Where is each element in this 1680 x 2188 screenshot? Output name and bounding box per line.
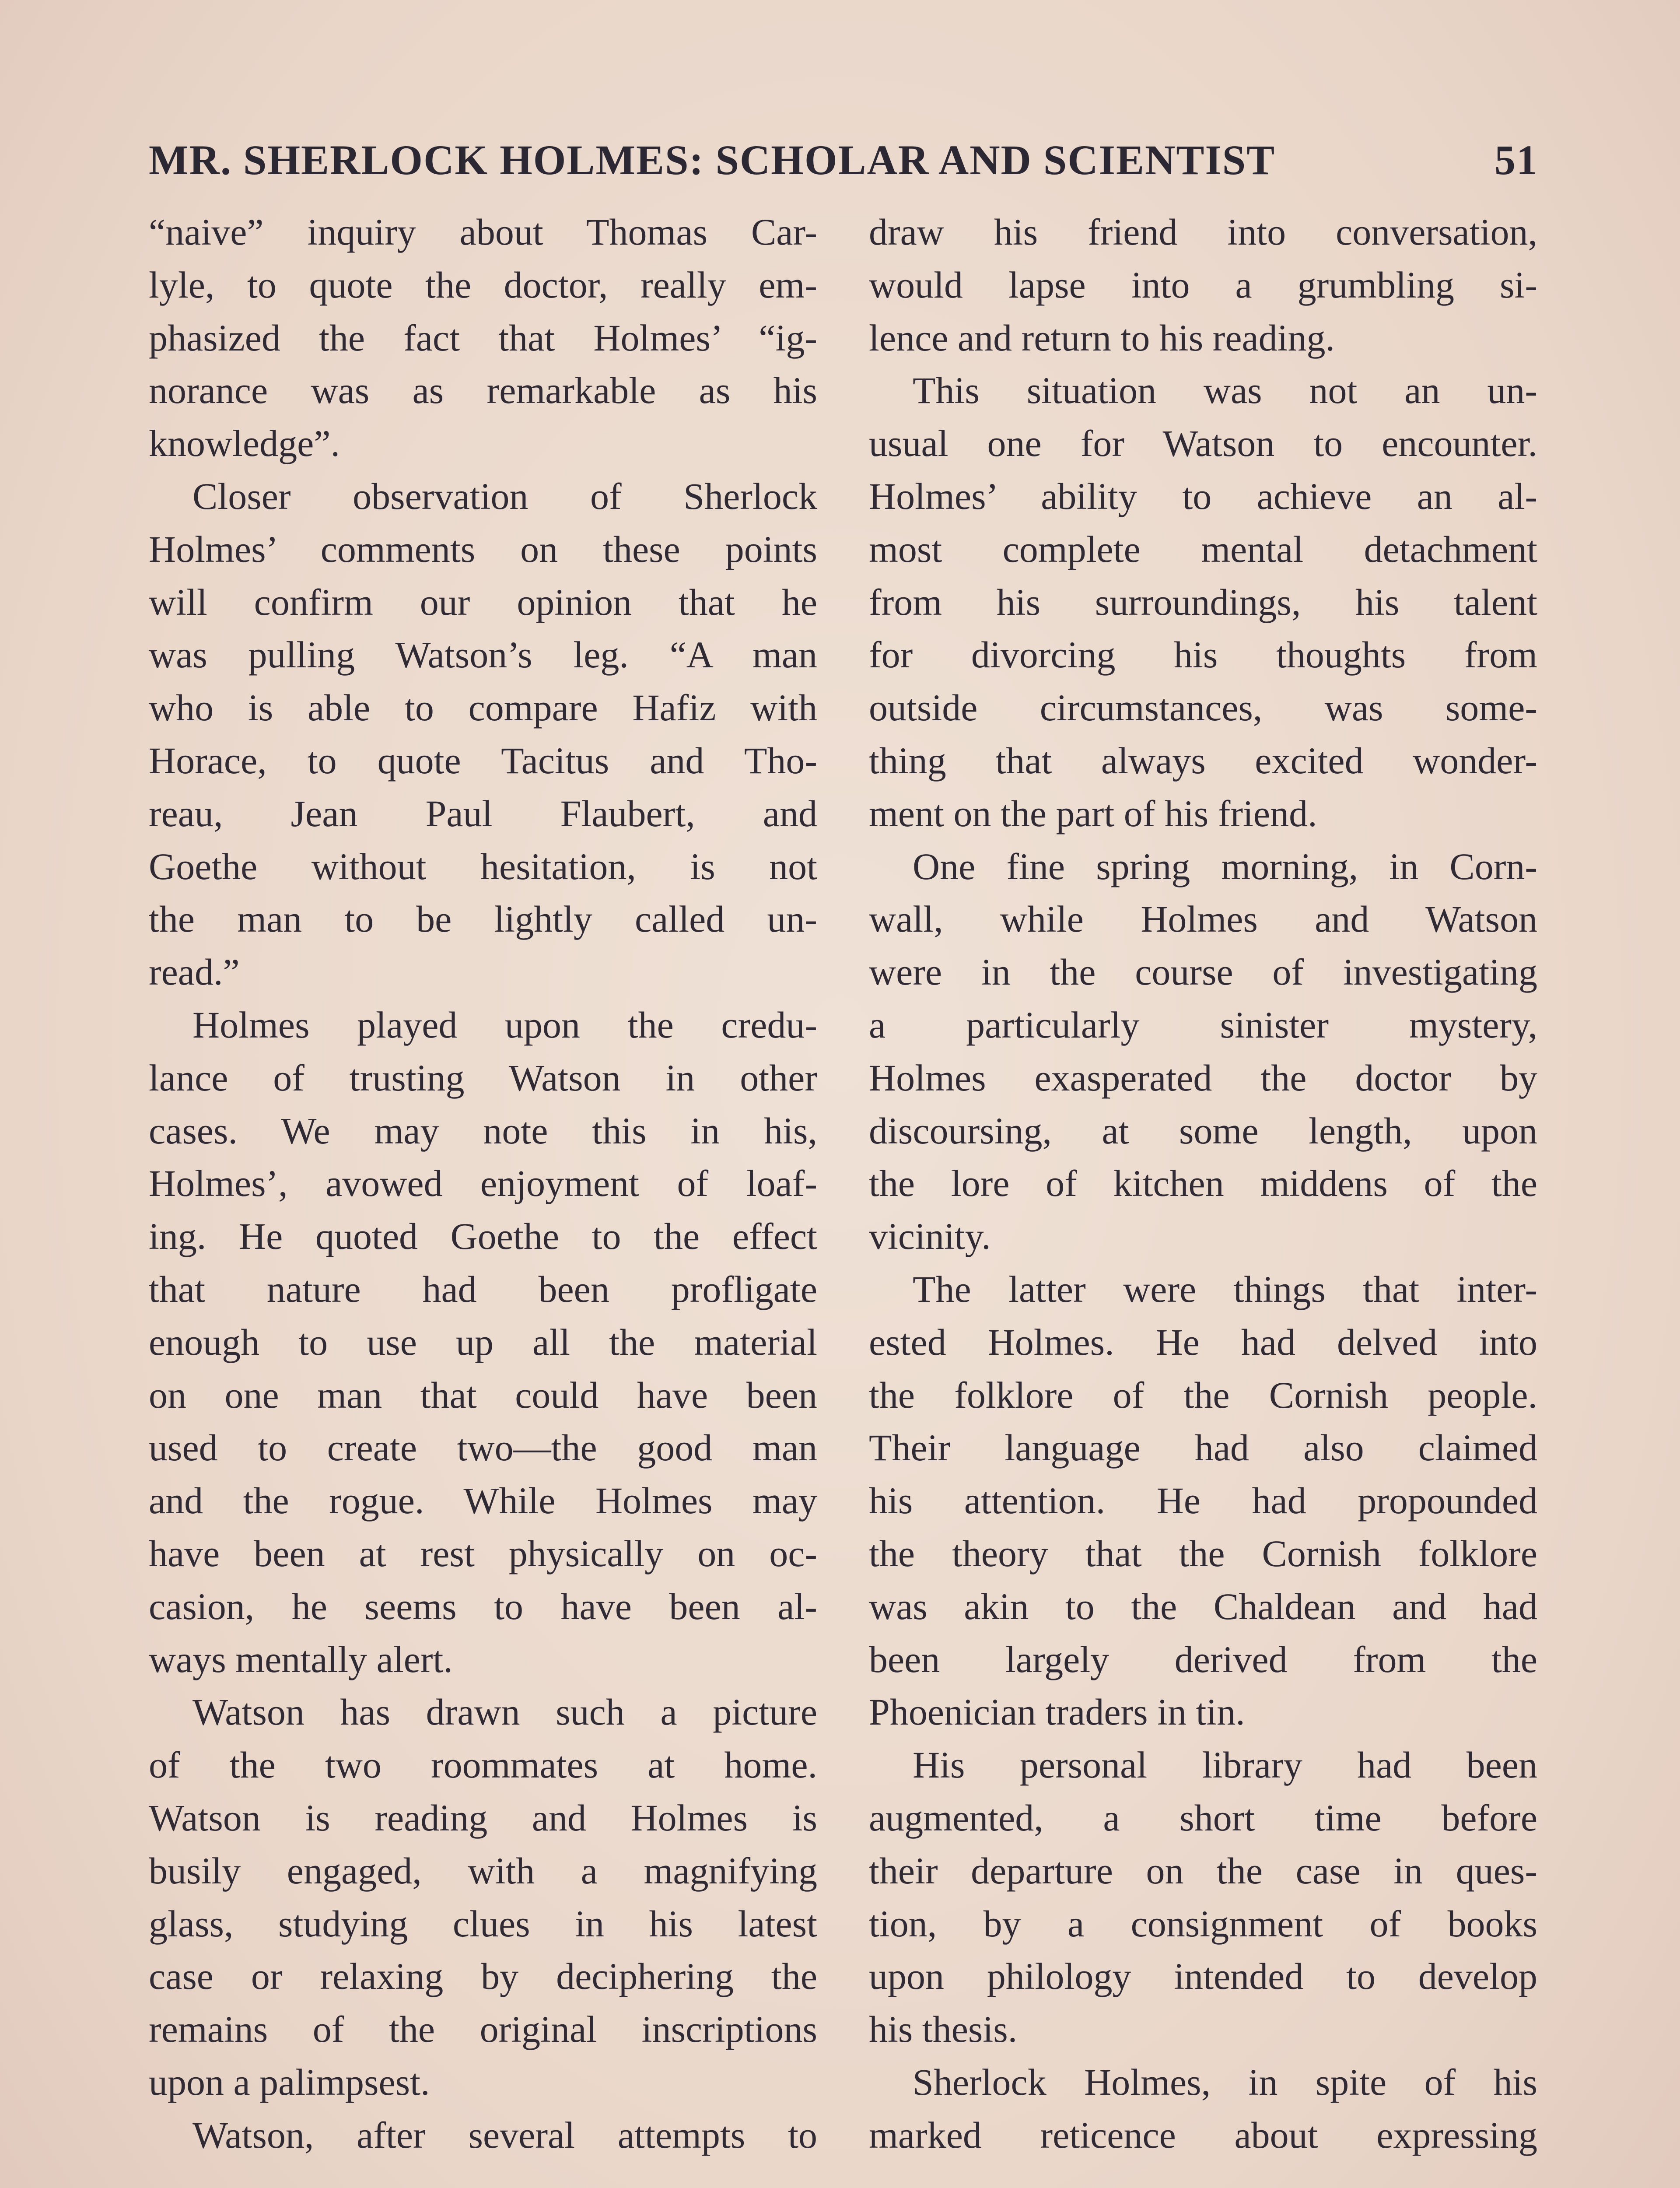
- text-line: their departure on the case in ques-: [869, 1849, 1537, 1892]
- text-line: ested Holmes. He had delved into: [869, 1321, 1537, 1363]
- text-line: Phoenician traders in tin.: [869, 1691, 1245, 1733]
- text-line: norance was as remarkable as his: [149, 369, 817, 412]
- text-line: casion, he seems to have been al-: [149, 1585, 817, 1627]
- text-line: phasized the fact that Holmes’ “ig-: [149, 316, 817, 359]
- text-line: Goethe without hesitation, is not: [149, 845, 817, 887]
- text-line: remains of the original inscriptions: [149, 2008, 817, 2051]
- text-line: upon a palimpsest.: [149, 2061, 430, 2103]
- text-line: were in the course of investigating: [869, 951, 1537, 993]
- text-line: that nature had been profligate: [149, 1268, 817, 1310]
- text-line: discoursing, at some length, upon: [869, 1109, 1537, 1152]
- text-line: Their language had also claimed: [869, 1427, 1537, 1469]
- text-line: Holmes’, avowed enjoyment of loaf-: [149, 1162, 817, 1205]
- text-line: This situation was not an un-: [913, 369, 1537, 412]
- text-line: would lapse into a grumbling si-: [869, 263, 1537, 306]
- running-title: MR. SHERLOCK HOLMES: SCHOLAR AND SCIENTIST: [149, 136, 1276, 183]
- paragraph: [869, 364, 1537, 840]
- text-line: Holmes played upon the credu-: [192, 1003, 817, 1046]
- text-line: wall, while Holmes and Watson: [869, 898, 1537, 940]
- text-line: his attention. He had propounded: [869, 1480, 1537, 1522]
- text-line: ways mentally alert.: [149, 1638, 453, 1680]
- text-line: busily engaged, with a magnifying: [149, 1849, 817, 1892]
- text-line: draw his friend into conversation,: [869, 211, 1537, 253]
- text-line: usual one for Watson to encounter.: [869, 422, 1537, 465]
- text-line: ment on the part of his friend.: [869, 792, 1317, 835]
- text-line: Holmes exasperated the doctor by: [869, 1056, 1537, 1099]
- paragraph: [869, 1739, 1537, 2056]
- right-text-column: [869, 206, 1537, 2161]
- text-line: knowledge”.: [149, 422, 340, 465]
- paragraph: [149, 2109, 817, 2162]
- text-line: read.”: [149, 951, 240, 993]
- text-line: Watson is reading and Holmes is: [149, 1796, 817, 1839]
- text-line: ing. He quoted Goethe to the effect: [149, 1215, 817, 1258]
- text-line: lance of trusting Watson in other: [149, 1056, 817, 1099]
- paragraph: [149, 1686, 817, 2108]
- paragraph: [149, 999, 817, 1686]
- text-line: augmented, a short time before: [869, 1796, 1537, 1839]
- text-line: marked reticence about expressing: [869, 2114, 1537, 2156]
- text-line: Sherlock Holmes, in spite of his: [913, 2061, 1537, 2103]
- text-line: of the two roommates at home.: [149, 1744, 817, 1786]
- text-line: from his surroundings, his talent: [869, 581, 1537, 623]
- text-line: His personal library had been: [913, 1744, 1537, 1786]
- text-line: “naive” inquiry about Thomas Car-: [149, 211, 817, 253]
- paragraph: [869, 2056, 1537, 2162]
- paragraph: [869, 206, 1537, 364]
- text-line: tion, by a consignment of books: [869, 1902, 1537, 1945]
- text-line: been largely derived from the: [869, 1638, 1537, 1680]
- text-line: on one man that could have been: [149, 1374, 817, 1416]
- text-line: thing that always excited wonder-: [869, 739, 1537, 782]
- text-line: The latter were things that inter-: [913, 1268, 1537, 1310]
- text-line: reau, Jean Paul Flaubert, and: [149, 792, 817, 835]
- text-line: have been at rest physically on oc-: [149, 1532, 817, 1574]
- text-line: the lore of kitchen middens of the: [869, 1162, 1537, 1205]
- text-line: One fine spring morning, in Corn-: [913, 845, 1537, 887]
- text-line: used to create two—the good man: [149, 1427, 817, 1469]
- paragraph: [149, 470, 817, 999]
- text-line: the man to be lightly called un-: [149, 898, 817, 940]
- text-line: upon philology intended to develop: [869, 1955, 1537, 1998]
- text-line: for divorcing his thoughts from: [869, 634, 1537, 676]
- text-line: was pulling Watson’s leg. “A man: [149, 634, 817, 676]
- text-line: the theory that the Cornish folklore: [869, 1532, 1537, 1574]
- text-line: case or relaxing by deciphering the: [149, 1955, 817, 1998]
- text-line: who is able to compare Hafiz with: [149, 687, 817, 729]
- text-line: was akin to the Chaldean and had: [869, 1585, 1537, 1627]
- text-line: lence and return to his reading.: [869, 316, 1335, 359]
- paragraph: [869, 840, 1537, 1263]
- paragraph: [869, 1263, 1537, 1739]
- text-line: outside circumstances, was some-: [869, 687, 1537, 729]
- left-text-column: [149, 206, 817, 2161]
- text-line: glass, studying clues in his latest: [149, 1902, 817, 1945]
- text-line: Holmes’ comments on these points: [149, 528, 817, 570]
- text-line: will confirm our opinion that he: [149, 581, 817, 623]
- text-line: a particularly sinister mystery,: [869, 1003, 1537, 1046]
- text-line: enough to use up all the material: [149, 1321, 817, 1363]
- page-number: 51: [1494, 136, 1538, 183]
- running-header: [149, 123, 1538, 197]
- text-line: and the rogue. While Holmes may: [149, 1480, 817, 1522]
- text-line: Holmes’ ability to achieve an al-: [869, 475, 1537, 517]
- text-line: lyle, to quote the doctor, really em-: [149, 263, 817, 306]
- text-line: Closer observation of Sherlock: [192, 475, 817, 517]
- text-line: Watson has drawn such a picture: [192, 1691, 817, 1733]
- paragraph: [149, 206, 817, 470]
- text-line: Horace, to quote Tacitus and Tho-: [149, 739, 817, 782]
- text-line: cases. We may note this in his,: [149, 1109, 817, 1152]
- text-line: the folklore of the Cornish people.: [869, 1374, 1537, 1416]
- text-line: his thesis.: [869, 2008, 1018, 2051]
- text-line: vicinity.: [869, 1215, 991, 1258]
- text-line: most complete mental detachment: [869, 528, 1537, 570]
- text-line: Watson, after several attempts to: [192, 2114, 817, 2156]
